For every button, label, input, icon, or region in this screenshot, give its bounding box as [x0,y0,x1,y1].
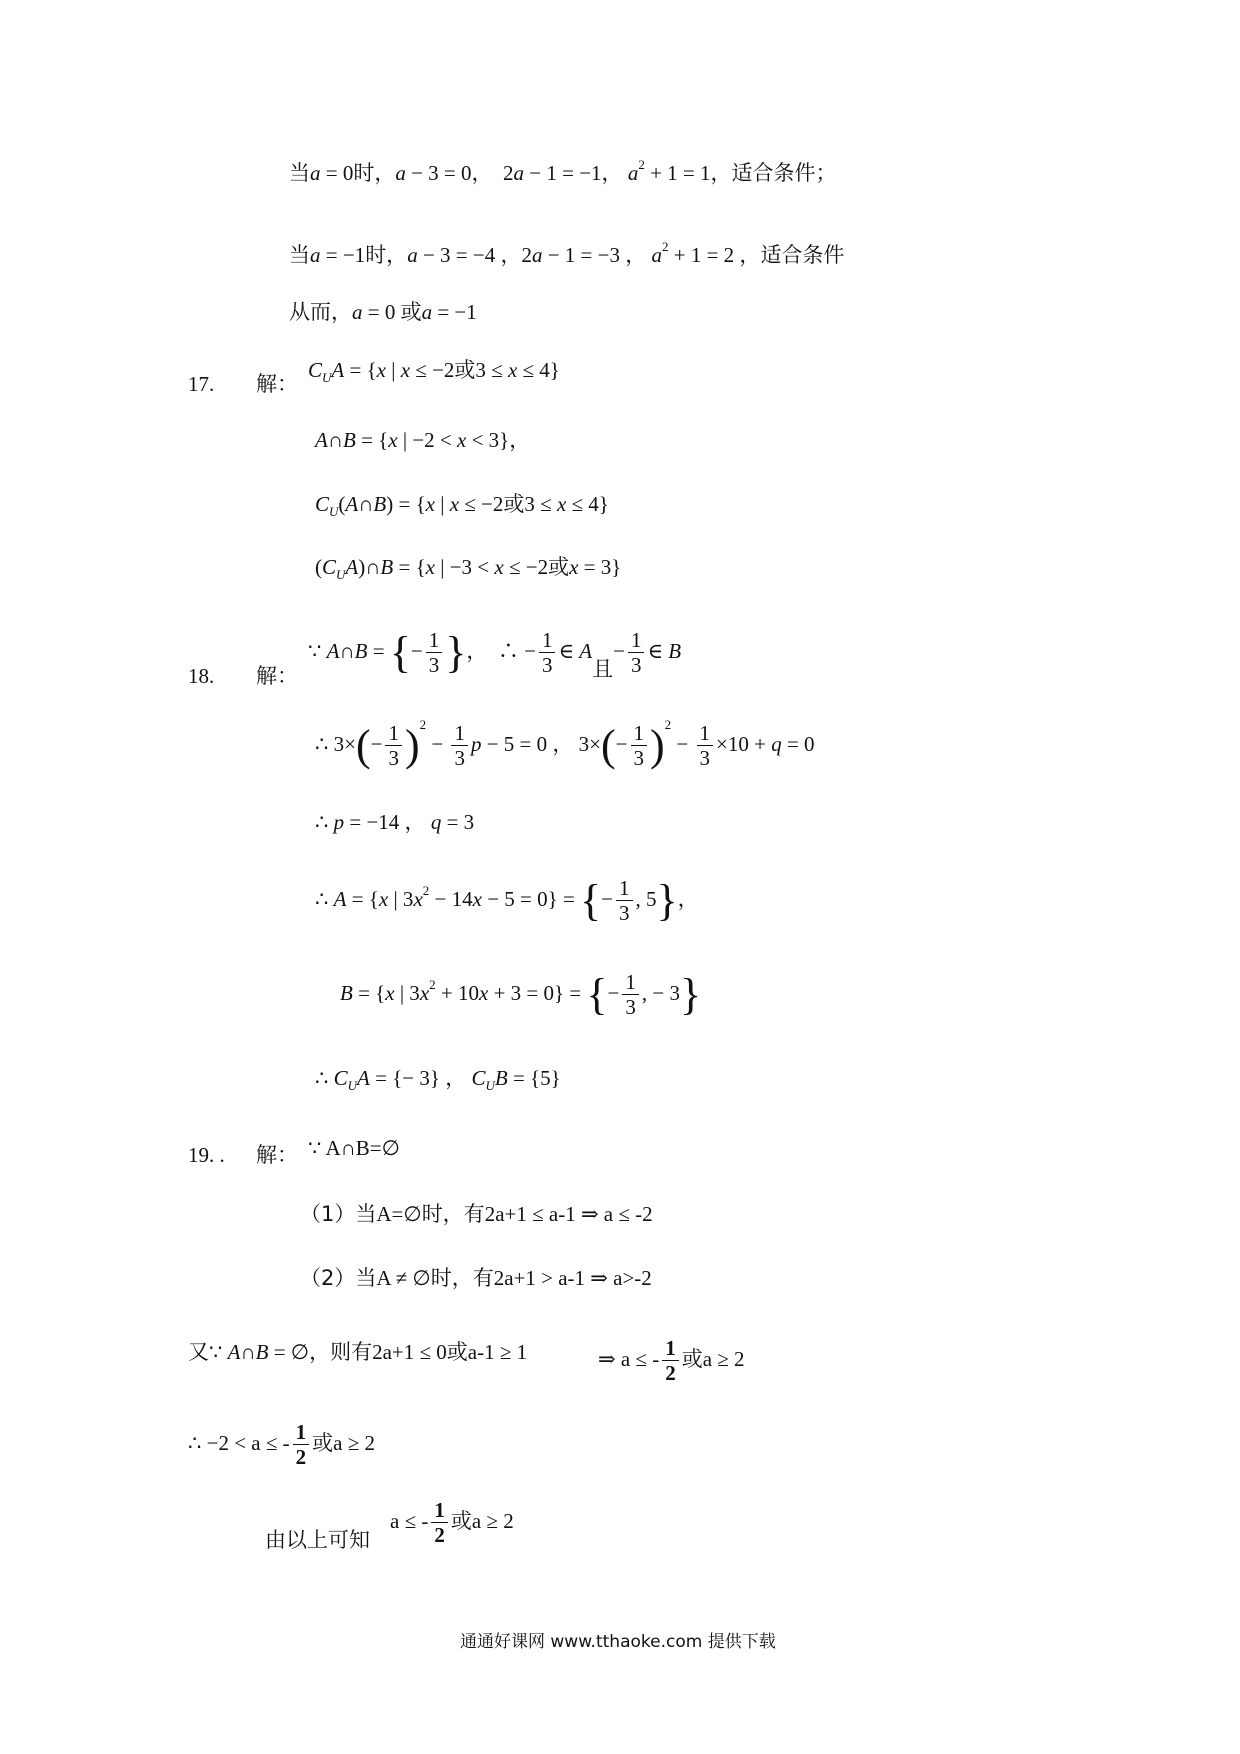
problem-18-solution-label: 解： [256,664,298,688]
p18-substitution: ∴ 3×(− $\frac{1}{3}$ )$^2$ − $\frac{1}{3}$ p − 5 = 0 ， 3×(− $\frac{1}{3}$ )$^2$ − $\frac{1}{3}$ ×10 + q = 0 [315,717,815,770]
problem-19-solution-label: 解： [256,1143,298,1167]
p18-set-a: ∴ A = {x | $3x^2 - 14x - 5 = 0$} = {− $\frac{1}{3}$ , 5}， [315,876,699,926]
p17-complement-a: $C_UA = \{x$ | x ≤ −2或3 ≤ x ≤ 4} [308,358,560,385]
problem-17-solution-label: 解： [256,372,298,396]
solution-line-conclusion: 从而，a = 0 或a = −1 [289,300,477,324]
p19-further-result: ⇒ a ≤ - $\frac{1}{2}$ 或a ≥ 2 [598,1336,745,1386]
solution-line-case-a0: 当a = 0时，a − 3 = 0， 2a − 1 = −1， $a^2 + 1 = 1$，适合条件； [289,157,837,185]
p18-set-b: B = {x | $3x^2 + 10x + 3 = 0$} = {− $\frac{1}{3}$ , − 3} [340,970,702,1020]
p17-complement-a-intersect-b: $(C_UA)\cap B = \{x$ | −3 < x ≤ −2或x = 3} [315,555,622,582]
p17-intersection: A∩B = {x | −2 < x < 3}， [315,428,531,452]
p19-final-label: 由以上可知 [265,1528,370,1552]
p19-case-1: （1）当A=∅时，有2a+1 ≤ a-1 ⇒ a ≤ -2 [300,1202,653,1226]
p19-given: ∵ A∩B=∅ [308,1136,400,1160]
problem-17-number: 17. [188,372,215,396]
p18-pq-values: ∴ p = −14 ， q = 3 [315,810,475,834]
problem-18-number: 18. [188,664,215,688]
p19-case-2: （2）当A ≠ ∅时，有2a+1 > a-1 ⇒ a>-2 [300,1266,652,1290]
p19-final-answer: a ≤ - $\frac{1}{2}$ 或a ≥ 2 [390,1498,514,1548]
p18-complements: ∴ $C_UA$ = {− 3} ， $C_UB = \{5\}$ [315,1066,561,1093]
p18-given: ∵ A∩B = {− $\frac{1}{3}$ }， ∴ − $\frac{1}{3}$ ∈ A且− $\frac{1}{3}$ ∈ B [308,628,682,682]
p19-further-condition: 又∵ A∩B = ∅，则有2a+1 ≤ 0或a-1 ≥ 1 [188,1340,528,1364]
p19-combined: ∴ −2 < a ≤ - $\frac{1}{2}$ 或a ≥ 2 [188,1420,375,1470]
p17-complement-intersection: $C_U(A\cap B) = \{x$ | x ≤ −2或3 ≤ x ≤ 4} [315,492,609,519]
solution-line-case-a-neg1: 当a = −1时，a − 3 = −4 ，2a − 1 = −3 ， $a^2 + 1 = 2$ ，适合条件 [289,239,845,267]
problem-19-number: 19. . [188,1143,225,1167]
page-footer-watermark: 通通好课网 www.tthaoke.com 提供下载 [460,1632,776,1652]
